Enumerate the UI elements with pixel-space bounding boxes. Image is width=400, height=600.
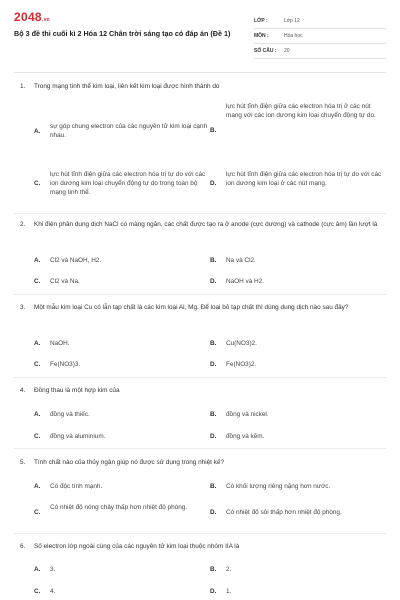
question-stem: Khi điện phân dung dịch NaCl có màng ngăn, các chất được tạo ra ở anode (cực dương) và cathode (cực âm) lần lượt là	[34, 221, 378, 228]
option-text: sự góp chung electron của các nguyên tử kim loại cạnh nhau.	[50, 123, 208, 139]
option-label: D.	[210, 361, 217, 368]
option-text: 3.	[50, 566, 56, 573]
option-text: Fe(NO3)2.	[226, 361, 257, 368]
question-2	[20, 220, 384, 290]
option-label: B.	[210, 483, 217, 490]
question-1	[20, 82, 384, 214]
question-stem: Tính chất nào của thủy ngân giúp nó được sử dụng trong nhiệt kế?	[34, 459, 225, 466]
option-label: A.	[34, 340, 41, 347]
question-6	[20, 542, 384, 598]
question-5	[20, 458, 384, 530]
option-label: C.	[34, 588, 41, 595]
page-title: Bộ 3 đề thi cuối kì 2 Hóa 12 Chân trời sáng tạo có đáp án (Đề 1)	[14, 29, 231, 38]
option-text: đồng và kẽm.	[226, 433, 265, 440]
question-divider	[14, 294, 386, 295]
option-label: B.	[210, 127, 217, 134]
option-label: C.	[34, 361, 41, 368]
option-text: lực hút tĩnh điện giữa các electron hóa trị tự do với các ion dương kim loại chuyển động tự do trong toàn bộ mạng tinh thể.	[50, 171, 206, 196]
meta-key: MÔN :	[254, 33, 269, 39]
question-number: 3.	[20, 304, 26, 311]
option-label: D.	[210, 588, 217, 595]
question-stem: Số electron lớp ngoài cùng của các nguyên tử kim loại thuộc nhóm IIA là	[34, 543, 240, 550]
option-label: A.	[34, 128, 41, 135]
option-text: Cl2 và Na.	[50, 278, 80, 285]
site-logo[interactable]	[14, 10, 50, 24]
option-text: Có nhiệt độ nóng chảy thấp hơn nhiệt độ phòng.	[50, 504, 188, 511]
option-label: A.	[34, 483, 41, 490]
meta-value: Lớp 12	[284, 18, 300, 24]
exam-meta	[254, 14, 386, 59]
question-text	[20, 386, 384, 396]
option-text: đồng và aluminium.	[50, 433, 106, 440]
question-stem: Trong mạng tinh thể kim loại, liên kết kim loại được hình thành do	[34, 83, 220, 90]
question-text	[20, 542, 384, 552]
option-text: lực hút tĩnh điện giữa các electron hóa trị ở các nút mạng với các ion dương kim loại chuyển động tự do.	[226, 103, 376, 119]
option-label: C.	[34, 509, 41, 516]
question-divider	[14, 377, 386, 378]
option-text: Có khối lượng riêng nặng hơn nước.	[226, 483, 331, 490]
option-label: D.	[210, 433, 217, 440]
option-text: Na và Cl2.	[226, 257, 256, 264]
option-text: Có độc tính mạnh.	[50, 483, 103, 490]
option-label: A.	[34, 411, 41, 418]
meta-key: SỐ CÂU :	[254, 48, 277, 54]
meta-row-subject	[254, 29, 386, 44]
meta-row-class	[254, 14, 386, 29]
question-text	[20, 220, 384, 230]
question-divider	[14, 213, 386, 214]
option-label: B.	[210, 257, 217, 264]
logo-suffix: .vn	[41, 17, 51, 23]
question-number: 1.	[20, 83, 26, 90]
meta-value: Hóa học	[284, 33, 303, 39]
question-stem: Một mẫu kim loại Cu có lẫn tạp chất là các kim loại Al, Mg. Để loại bỏ tạp chất thì dùng dung dịch nào sau đây?	[34, 304, 349, 311]
option-label: A.	[34, 566, 41, 573]
option-text: Có nhiệt độ sôi thấp hơn nhiệt độ phòng.	[226, 509, 342, 516]
question-number: 5.	[20, 459, 26, 466]
meta-key: LỚP :	[254, 18, 268, 24]
option-text: NaOH và H2.	[226, 278, 265, 285]
question-3	[20, 303, 384, 373]
option-label: B.	[210, 566, 217, 573]
question-text	[20, 303, 384, 313]
option-label: B.	[210, 340, 217, 347]
option-label: D.	[210, 180, 217, 187]
option-text: NaOH.	[50, 340, 70, 347]
option-label: D.	[210, 278, 217, 285]
question-number: 2.	[20, 221, 26, 228]
question-number: 4.	[20, 387, 26, 394]
option-label: C.	[34, 433, 41, 440]
meta-value: 20	[284, 48, 290, 54]
logo-number: 2048	[14, 10, 42, 24]
option-text: đồng và thiếc.	[50, 411, 90, 418]
option-label: B.	[210, 411, 217, 418]
option-label: C.	[34, 180, 41, 187]
question-text	[20, 82, 384, 92]
option-text: lực hút tĩnh điện giữa các electron hóa trị tự do với các ion dương kim loại ở các nút mạng.	[226, 171, 382, 187]
option-label: A.	[34, 257, 41, 264]
option-text: Cu(NO3)2.	[226, 340, 257, 347]
option-label: D.	[210, 509, 217, 516]
header-divider	[14, 72, 386, 73]
question-number: 6.	[20, 543, 26, 550]
meta-row-count	[254, 44, 386, 59]
question-stem: Đồng thau là một hợp kim của	[34, 387, 120, 394]
option-text: Cl2 và NaOH, H2.	[50, 257, 102, 264]
question-divider	[14, 448, 386, 449]
option-label: C.	[34, 278, 41, 285]
question-divider	[14, 533, 386, 534]
question-4	[20, 386, 384, 446]
option-text: 2.	[226, 566, 232, 573]
option-text: đồng và nickel.	[226, 411, 269, 418]
page-header	[0, 0, 400, 76]
option-text: 4.	[50, 588, 56, 595]
option-text: Fe(NO3)3.	[50, 361, 81, 368]
option-text: 1.	[226, 588, 232, 595]
question-text	[20, 458, 384, 468]
